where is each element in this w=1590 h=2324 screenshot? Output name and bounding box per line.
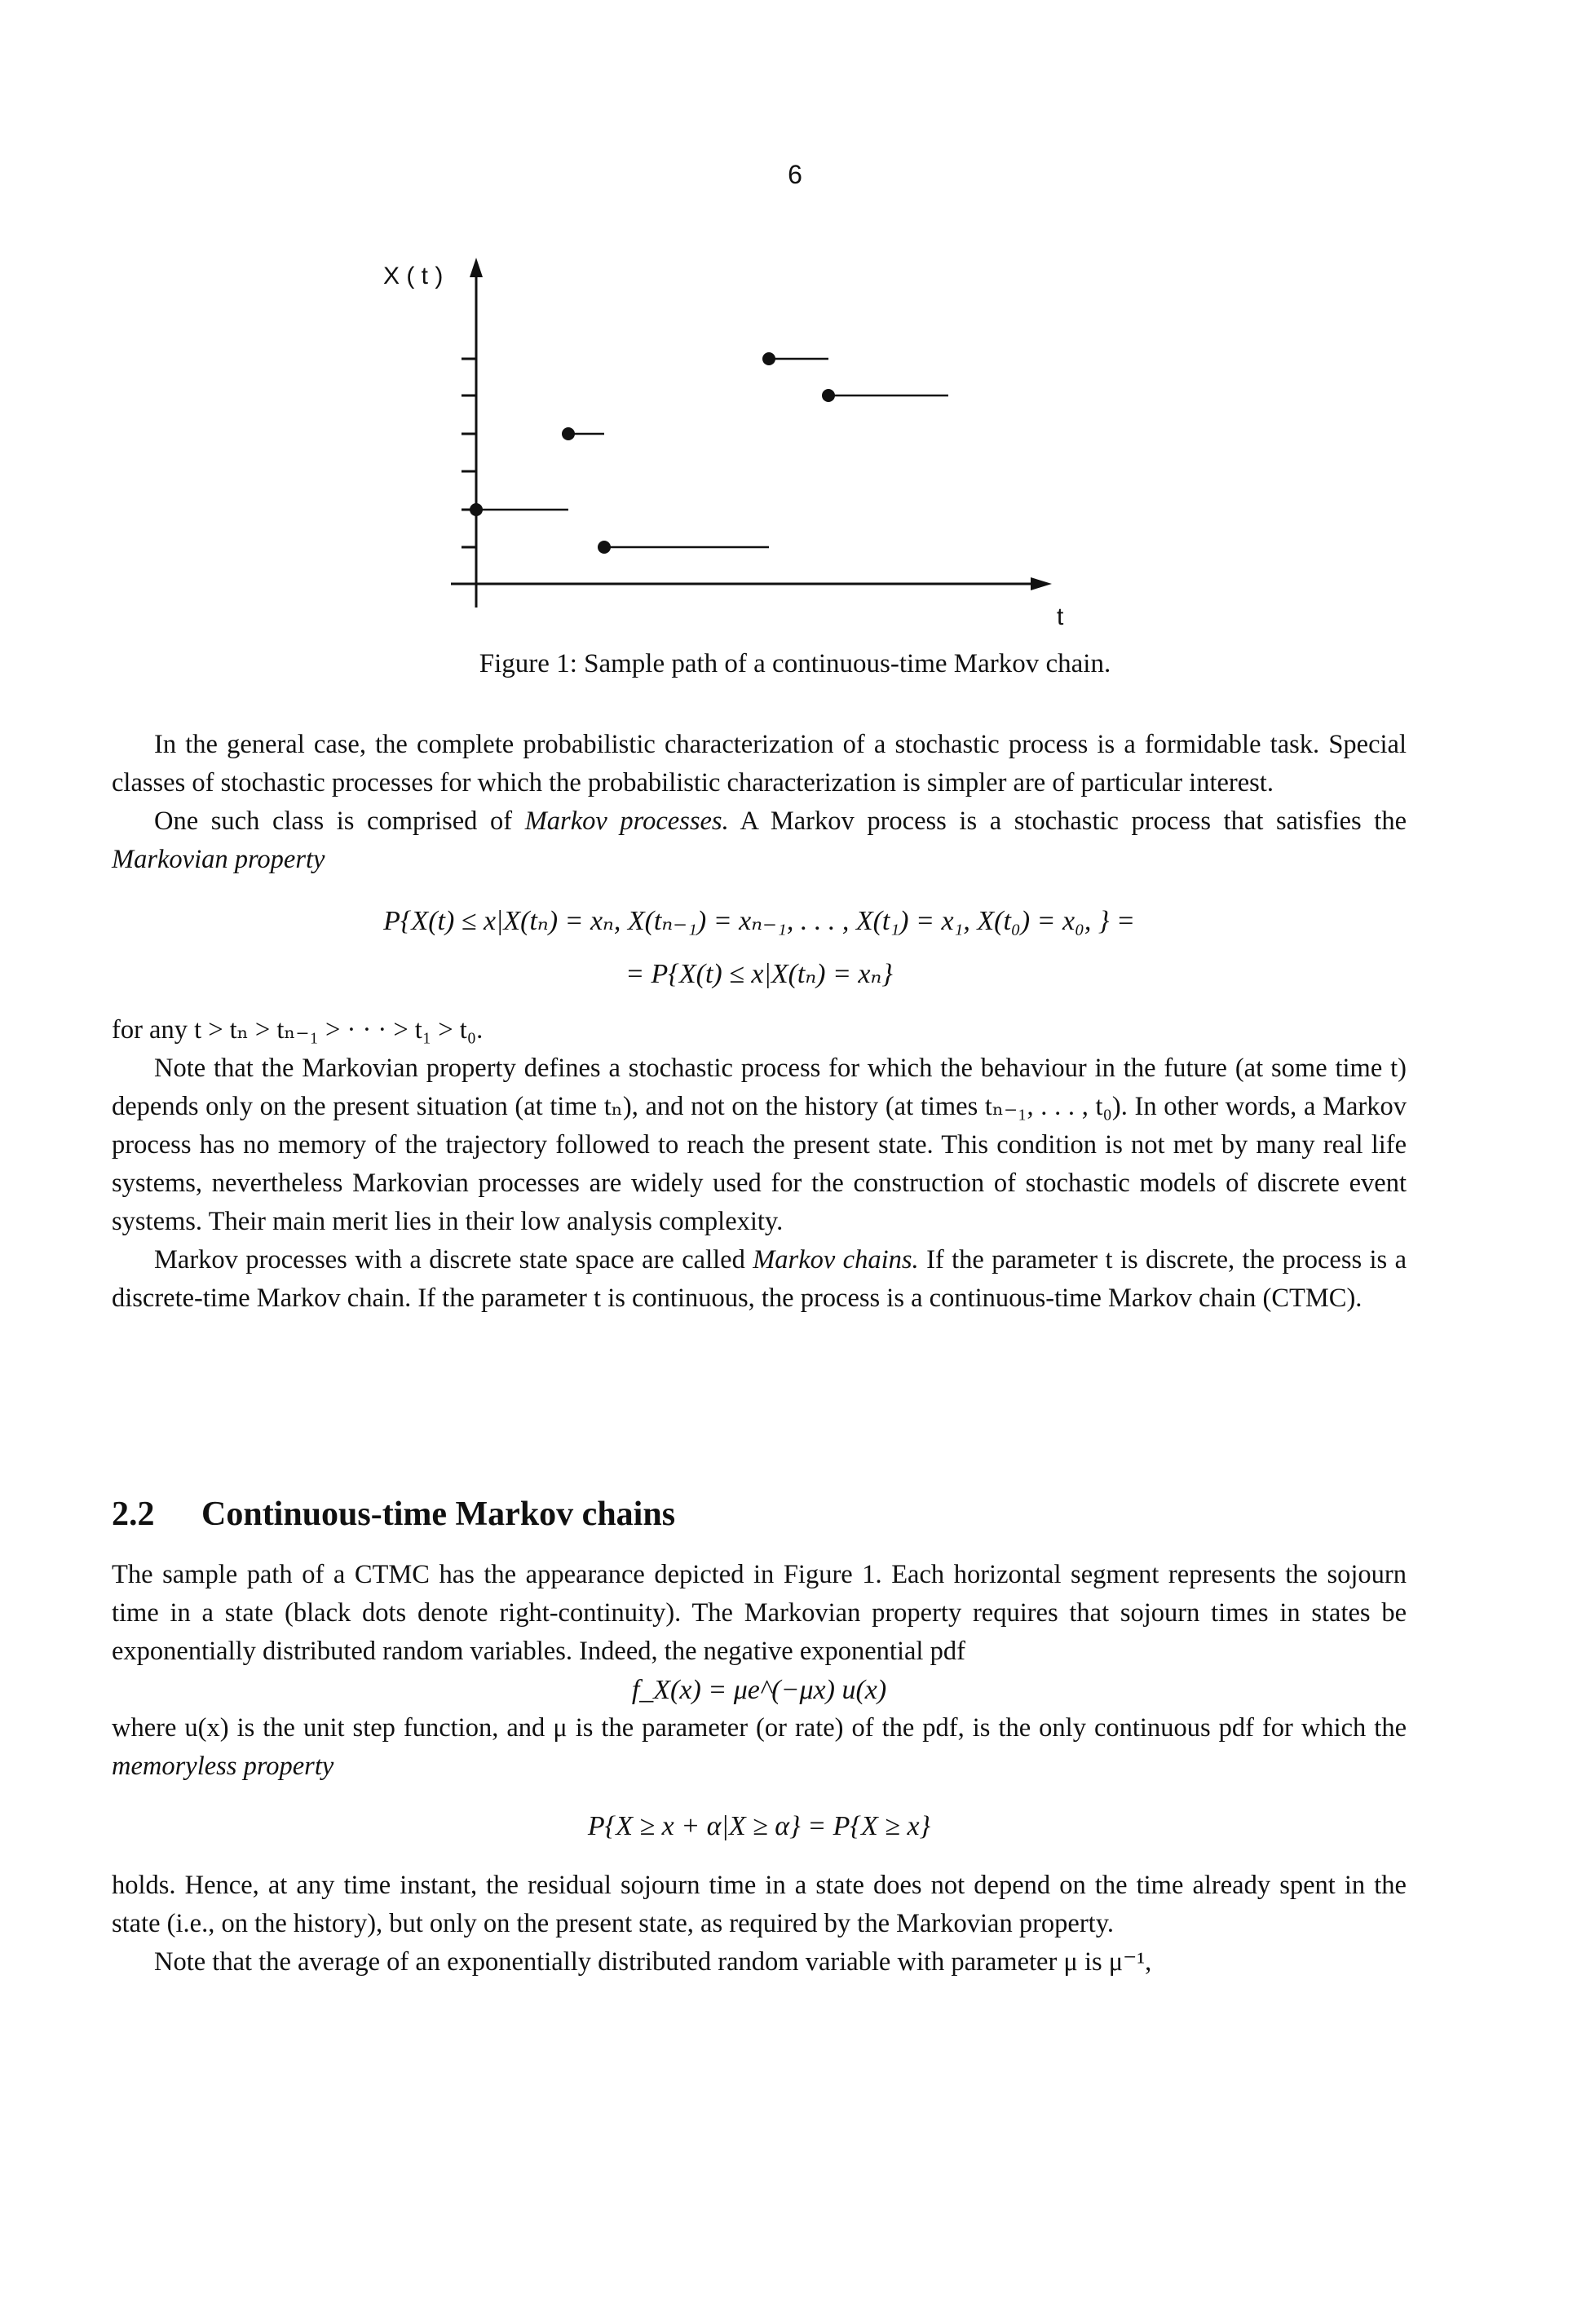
equation-markov-property-2: = P{X(t) ≤ x|X(tₙ) = xₙ} <box>625 959 893 989</box>
figure-caption: Figure 1: Sample path of a continuous-time Markov chain. <box>479 649 1111 678</box>
paragraph: The sample path of a CTMC has the appearance depicted in Figure 1. Each horizontal segment represents the sojourn time in a state (black dots denote right-continuity). The Markovian property requires that sojourn times in states be exponentially distributed random variables. Indeed, the negative exponential pdf <box>112 1560 1407 1666</box>
text: where u(x) is the unit step function, and μ is the parameter (or rate) of the pdf, is the only continuous pdf for which the <box>112 1713 1407 1743</box>
paragraph: In the general case, the complete probabilistic characterization of a stochastic process is a formidable task. Special classes of stochastic processes for which the probabilistic characterization is simpler are of particular interest. <box>112 730 1407 797</box>
equation-exponential-pdf: f_X(x) = μe^(−μx) u(x) <box>631 1675 887 1705</box>
emphasis: Markov processes. <box>524 806 729 836</box>
state-dot-4 <box>762 352 775 365</box>
state-dot-3 <box>598 541 611 554</box>
y-axis-arrowhead <box>470 258 483 277</box>
section-number: 2.2 <box>112 1496 155 1533</box>
equation-memoryless: P{X ≥ x + α|X ≥ α} = P{X ≥ x} <box>587 1811 931 1841</box>
state-dot-2 <box>562 427 575 440</box>
text: If the parameter t is discrete, the process is a discrete-time Markov chain. If the parameter t is continuous, the process is a continuous-time Markov chain (CTMC). <box>112 1245 1407 1313</box>
paragraph: holds. Hence, at any time instant, the residual sojourn time in a state does not depend on the time already spent in the state (i.e., on the history), but only on the present state, as required by the Markovian property. <box>112 1871 1407 1938</box>
text: A Markov process is a stochastic process that satisfies the <box>728 806 1407 836</box>
page-number: 6 <box>788 160 802 189</box>
paragraph <box>112 1241 1407 1318</box>
emphasis: memoryless property <box>112 1752 334 1781</box>
paragraph <box>112 802 1407 879</box>
y-axis-label: X ( t ) <box>383 263 444 289</box>
body-text-intro <box>112 726 1407 1318</box>
x-axis-label: t <box>1057 603 1064 630</box>
state-dot-5 <box>822 389 835 402</box>
x-axis-arrowhead <box>1031 577 1052 590</box>
equation-markov-property-1: P{X(t) ≤ x|X(tₙ) = xₙ, X(tₙ₋₁) = xₙ₋₁, . . . , X(t₁) = x₁, X(t₀) = x₀, } = <box>383 906 1135 936</box>
emphasis: Markovian property <box>112 845 325 874</box>
state-dot-1 <box>470 503 483 516</box>
sample-path-figure <box>0 0 1590 652</box>
body-text-section <box>112 1556 1407 1982</box>
paragraph: Note that the average of an exponentially distributed random variable with parameter μ is μ⁻¹, <box>154 1947 1152 1977</box>
text: One such class is comprised of <box>154 806 525 836</box>
section-heading <box>112 1495 675 1534</box>
emphasis: Markov chains. <box>753 1245 919 1275</box>
section-title: Continuous-time Markov chains <box>201 1496 676 1533</box>
text: Markov processes with a discrete state space are called <box>154 1245 753 1275</box>
paragraph: Note that the Markovian property defines a stochastic process for which the behaviour in the future (at some time t) depends only on the present situation (at time tₙ), and not on the history (at times tₙ₋₁, . . . , t₀). In other words, a Markov process has no memory of the trajectory followed to reach the present state. This condition is not met by many real life systems, nevertheless Markovian processes are widely used for the construction of stochastic models of discrete event systems. Their main merit lies in their low analysis complexity. <box>112 1054 1407 1236</box>
paragraph <box>112 1709 1407 1786</box>
paragraph: for any t > tₙ > tₙ₋₁ > · · · > t₁ > t₀. <box>112 1015 484 1045</box>
